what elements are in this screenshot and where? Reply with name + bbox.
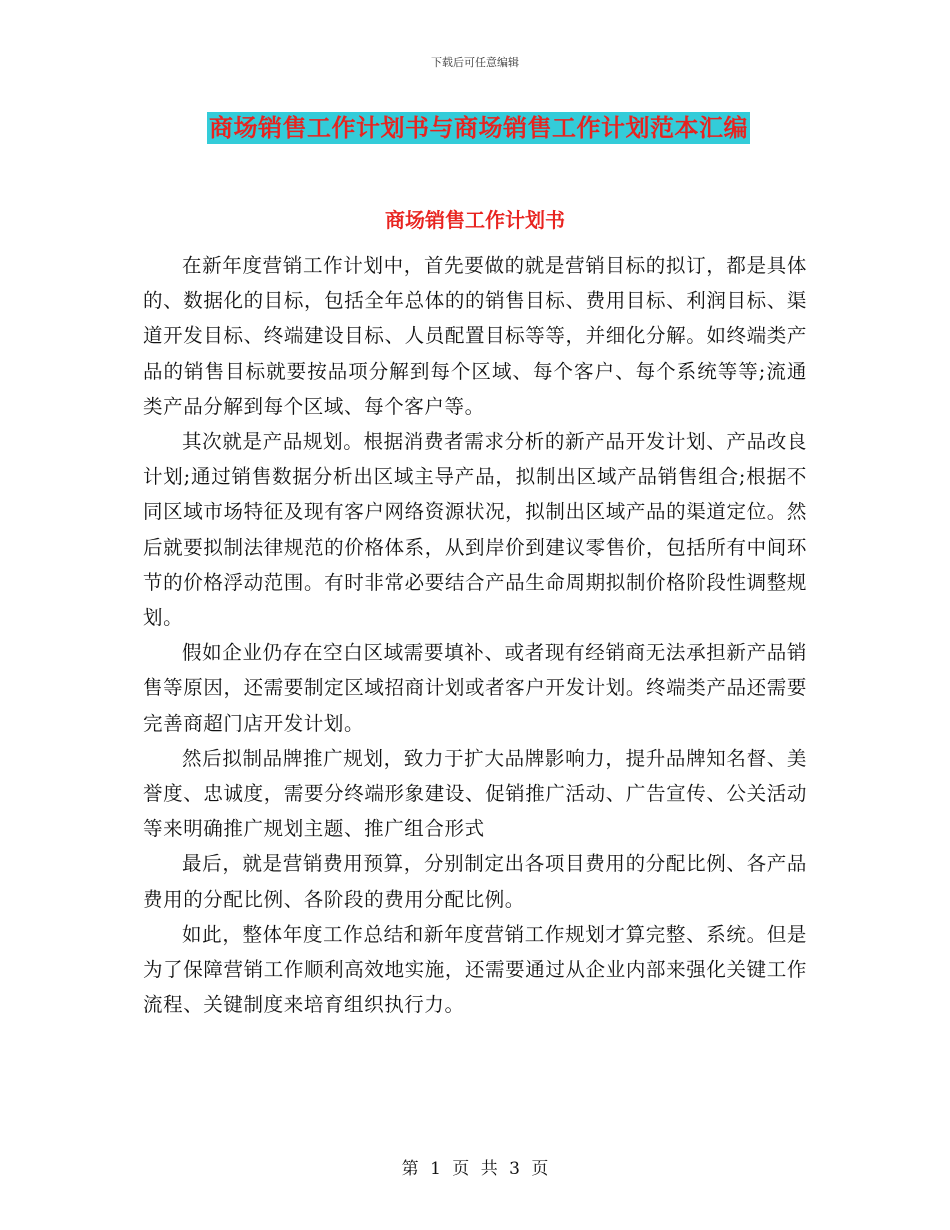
document-body [143,248,807,1022]
section-title: 商场销售工作计划书 [385,208,565,232]
document-title: 商场销售工作计划书与商场销售工作计划范本汇编 [209,114,748,142]
paragraph-brand-promotion: 然后拟制品牌推广规划，致力于扩大品牌影响力，提升品牌知名督、美誉度、忠诚度，需要分终端形象建设、促销推广活动、广告宣传、公关活动等来明确推广规划主题、推广组合形式 [143,746,807,841]
paragraph-sales-targets: 在新年度营销工作计划中，首先要做的就是营销目标的拟订，都是具体的、数据化的目标，包括全年总体的的销售目标、费用目标、利润目标、渠道开发目标、终端建设目标、人员配置目标等等，并细化分解。如终端类产品的销售目标就要按品项分解到每个区域、每个客户、每个系统等等;流通类产品分解到每个区域、每个客户等。 [143,254,807,418]
paragraph-budget: 最后，就是营销费用预算，分别制定出各项目费用的分配比例、各产品费用的分配比例、各阶段的费用分配比例。 [143,852,807,911]
header-note: 下载后可任意编辑 [431,56,519,69]
paragraph-product-planning: 其次就是产品规划。根据消费者需求分析的新产品开发计划、产品改良计划;通过销售数据分析出区域主导产品，拟制出区域产品销售组合;根据不同区域市场特征及现有客户网络资源状况，拟制出区域产品的渠道定位。然后就要拟制法律规范的价格体系，从到岸价到建议零售价，包括所有中间环节的价格浮动范围。有时非常必要结合产品生命周期拟制价格阶段性调整规划。 [143,430,807,630]
page-number-footer: 第 1 页 共 3 页 [401,1159,549,1179]
paragraph-region-recruitment: 假如企业仍存在空白区域需要填补、或者现有经销商无法承担新产品销售等原因，还需要制定区域招商计划或者客户开发计划。终端类产品还需要完善商超门店开发计划。 [143,641,807,735]
paragraph-conclusion: 如此，整体年度工作总结和新年度营销工作规划才算完整、系统。但是为了保障营销工作顺利高效地实施，还需要通过从企业内部来强化关键工作流程、关键制度来培育组织执行力。 [143,922,807,1017]
